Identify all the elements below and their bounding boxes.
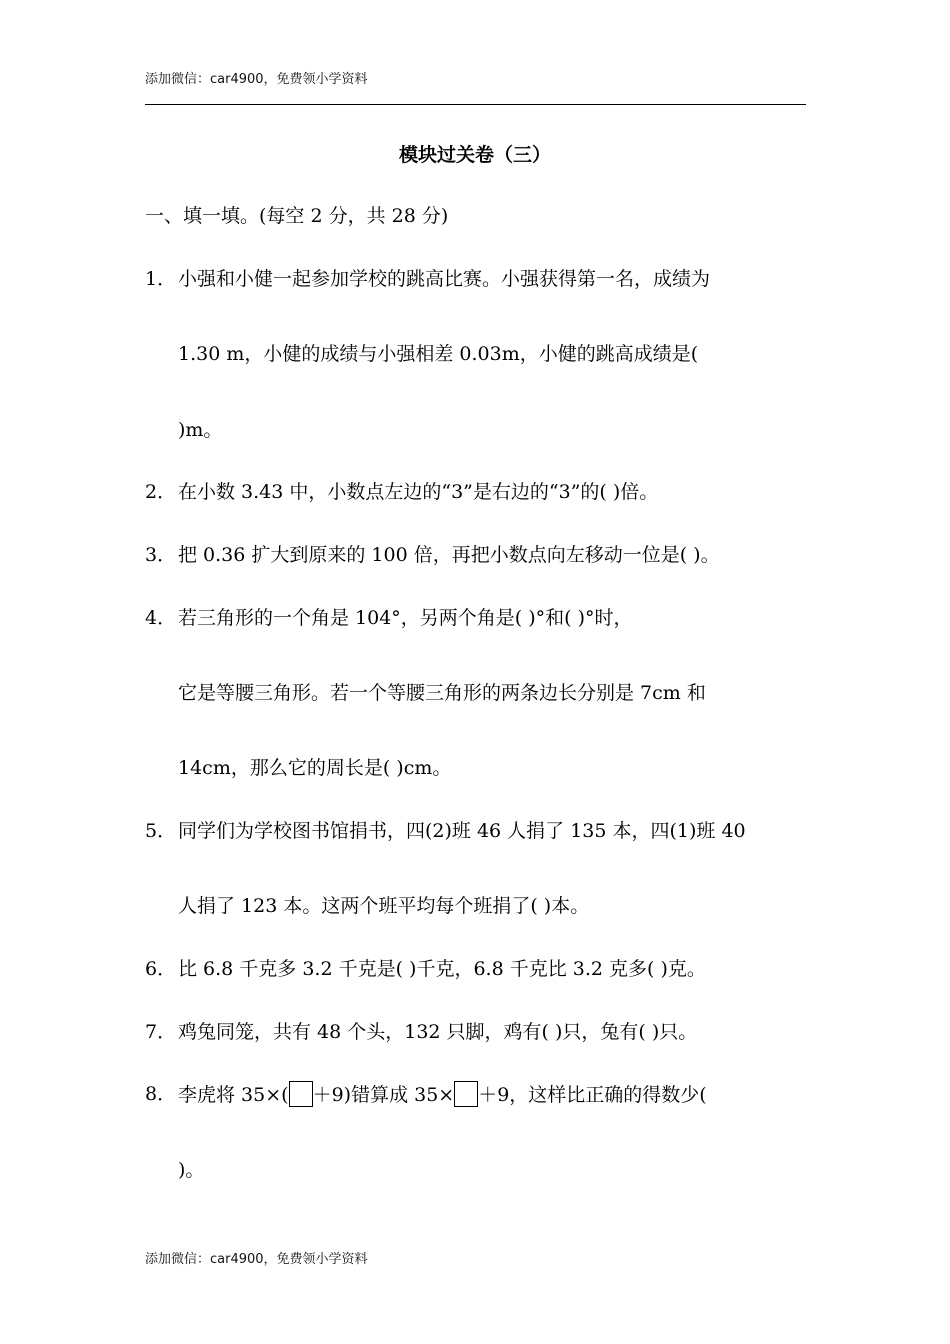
question-4-line-1: 若三角形的一个角是 104°，另两个角是( )°和( )°时， <box>178 607 633 629</box>
question-5-number: 5． <box>145 820 177 842</box>
header-note: 添加微信：car4900，免费领小学资料 <box>145 72 368 87</box>
question-3-line-1: 把 0.36 扩大到原来的 100 倍，再把小数点向左移动一位是( )。 <box>178 544 720 566</box>
question-7-number: 7． <box>145 1021 177 1043</box>
question-1-number: 1． <box>145 268 177 290</box>
question-8-text-b: ＋9)错算成 35× <box>312 1084 455 1106</box>
question-5-line-1: 同学们为学校图书馆捐书，四(2)班 46 人捐了 135 本，四(1)班 40 <box>178 820 746 842</box>
question-8-text-c: ＋9，这样比正确的得数少( <box>478 1084 707 1106</box>
question-6-number: 6． <box>145 958 177 980</box>
question-3-number: 3． <box>145 544 177 566</box>
question-4-line-2: 它是等腰三角形。若一个等腰三角形的两条边长分别是 7cm 和 <box>178 682 706 704</box>
question-4-line-3: 14cm，那么它的周长是( )cm。 <box>178 757 452 779</box>
question-1-line-3: )m。 <box>178 419 223 441</box>
answer-box-2[interactable] <box>454 1081 478 1107</box>
question-1-line-2: 1.30 m，小健的成绩与小强相差 0.03m，小健的跳高成绩是( <box>178 343 699 365</box>
page-title: 模块过关卷（三） <box>398 144 551 166</box>
question-5-line-2: 人捐了 123 本。这两个班平均每个班捐了( )本。 <box>178 895 590 917</box>
question-8-number: 8． <box>145 1083 177 1105</box>
answer-box-1[interactable] <box>289 1081 313 1107</box>
question-8-text-a: 李虎将 35×( <box>178 1084 289 1106</box>
question-4-number: 4． <box>145 607 177 629</box>
question-8-line-2: )。 <box>178 1159 205 1181</box>
footer-note: 添加微信：car4900，免费领小学资料 <box>145 1252 368 1267</box>
question-7-line-1: 鸡兔同笼，共有 48 个头，132 只脚，鸡有( )只，兔有( )只。 <box>178 1021 698 1043</box>
question-6-line-1: 比 6.8 千克多 3.2 千克是( )千克，6.8 千克比 3.2 克多( )克。 <box>178 958 706 980</box>
header-divider <box>145 104 806 105</box>
question-2-line-1: 在小数 3.43 中，小数点左边的“3”是右边的“3”的( )倍。 <box>178 481 659 503</box>
question-1-line-1: 小强和小健一起参加学校的跳高比赛。小强获得第一名，成绩为 <box>178 268 711 290</box>
question-2-number: 2． <box>145 481 177 503</box>
section-heading: 一、填一填。(每空 2 分，共 28 分) <box>145 205 449 227</box>
question-8-line-1 <box>178 1081 707 1108</box>
